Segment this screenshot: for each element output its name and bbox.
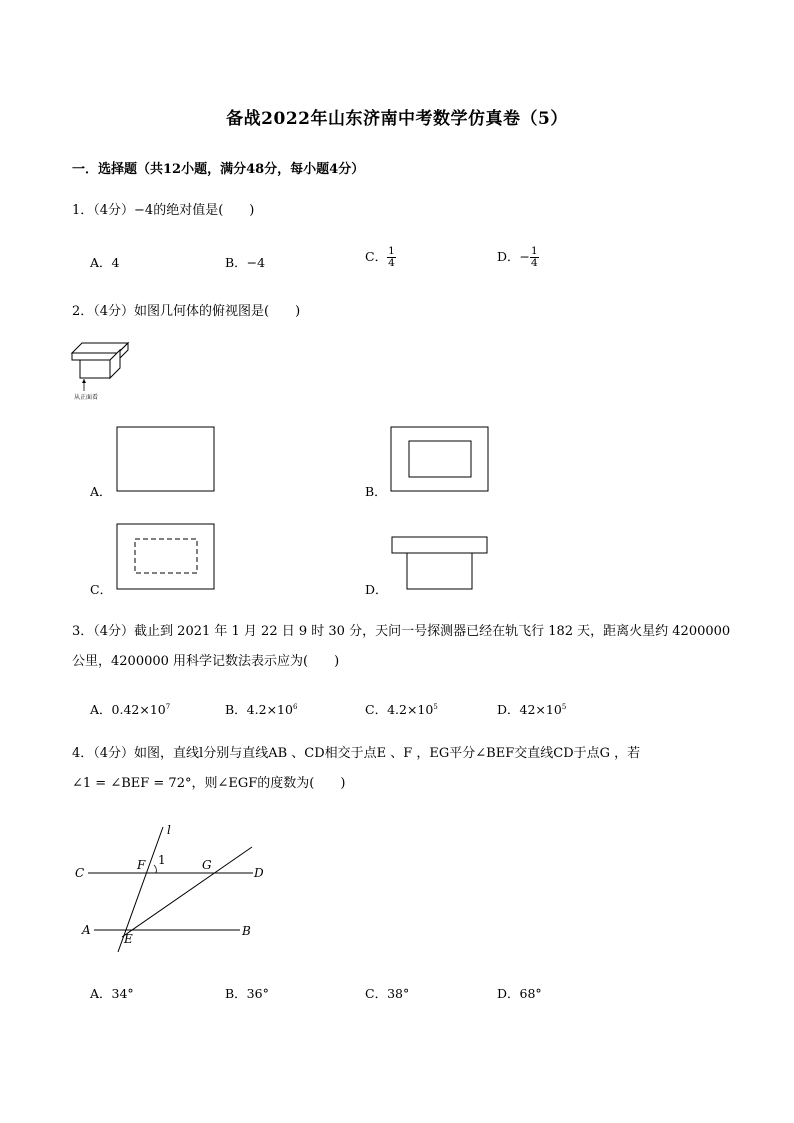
label-e: E <box>124 932 133 946</box>
question-4-stem-line1: 4．（4分）如图，直线l分别与直线AB 、CD相交于点E 、F ，EG平分∠BEF交直线CD于点G ，若 <box>72 746 641 761</box>
q3-option-a-exponent: 7 <box>165 703 171 711</box>
fraction-numerator: 1 <box>531 245 538 257</box>
fraction <box>387 246 396 269</box>
section-header: 一．选择题（共12小题，满分48分，每小题4分） <box>72 162 365 177</box>
q4-option-b: B．36° <box>225 986 269 1001</box>
label-a: A <box>82 923 91 937</box>
q1-option-d <box>497 246 539 269</box>
q4-option-a: A．34° <box>90 986 134 1001</box>
q2-option-b-figure <box>390 426 492 494</box>
q3-option-a-base: A．0.42×10 <box>90 702 166 717</box>
label-g: G <box>202 858 212 872</box>
q2-option-d-figure <box>390 535 490 595</box>
question-3-stem-line1: 3．（4分）截止到 2021 年 1 月 22 日 9 时 30 分，天问一号探测器已经在轨飞行 182 天，距离火星约 4200000 <box>72 624 731 639</box>
fraction-numerator: 1 <box>388 245 395 257</box>
q3-option-d-base: D．42×10 <box>497 702 562 717</box>
question-2-stem: 2．（4分）如图几何体的俯视图是( ) <box>72 304 301 319</box>
label-c: C <box>75 866 85 880</box>
question-3-stem-line2: 公里，4200000 用科学记数法表示应为( ) <box>72 654 340 669</box>
page-title: 备战2022年山东济南中考数学仿真卷（5） <box>226 109 568 129</box>
angle-1-arc <box>154 865 156 873</box>
q1-option-c-label: C． <box>365 249 388 264</box>
label-d: D <box>254 866 264 880</box>
q3-option-a <box>90 700 170 718</box>
q3-option-c <box>365 700 438 718</box>
q2-option-a-figure <box>116 426 218 494</box>
q3-option-d <box>497 700 566 718</box>
q3-option-c-exponent: 5 <box>433 703 438 711</box>
q4-option-d: D．68° <box>497 986 542 1001</box>
label-b: B <box>242 924 251 938</box>
q4-option-c: C．38° <box>365 986 410 1001</box>
q2-option-b: B． <box>365 484 387 499</box>
label-f: F <box>137 858 146 872</box>
q2-option-c-figure <box>116 523 218 593</box>
q1-option-c <box>365 246 396 269</box>
question-1-stem: 1．（4分）−4的绝对值是( ) <box>72 203 255 218</box>
q3-option-b-base: B．4.2×10 <box>225 702 293 717</box>
question-4-stem-line2: ∠1 = ∠BEF = 72°，则∠EGF的度数为( ) <box>72 776 346 791</box>
solid-figure <box>70 340 140 404</box>
q2-option-a: A． <box>90 484 112 499</box>
q1-option-a: A．4 <box>90 255 120 270</box>
fraction <box>530 246 539 269</box>
q3-option-b <box>225 700 297 718</box>
q1-option-d-label: D．− <box>497 249 530 264</box>
q3-option-b-exponent: 6 <box>292 703 298 711</box>
q2-option-c: C． <box>90 582 113 597</box>
fraction-denominator: 4 <box>388 257 395 269</box>
q3-option-d-exponent: 5 <box>561 703 567 711</box>
fraction-denominator: 4 <box>531 257 538 269</box>
q2-option-d: D． <box>365 582 388 597</box>
label-l: l <box>167 823 171 837</box>
geometry-figure <box>70 815 280 960</box>
q3-option-c-base: C．4.2×10 <box>365 702 434 717</box>
label-angle-1: 1 <box>158 853 166 867</box>
q1-option-b: B．−4 <box>225 255 266 270</box>
figure-caption: 从正面看 <box>74 394 99 401</box>
